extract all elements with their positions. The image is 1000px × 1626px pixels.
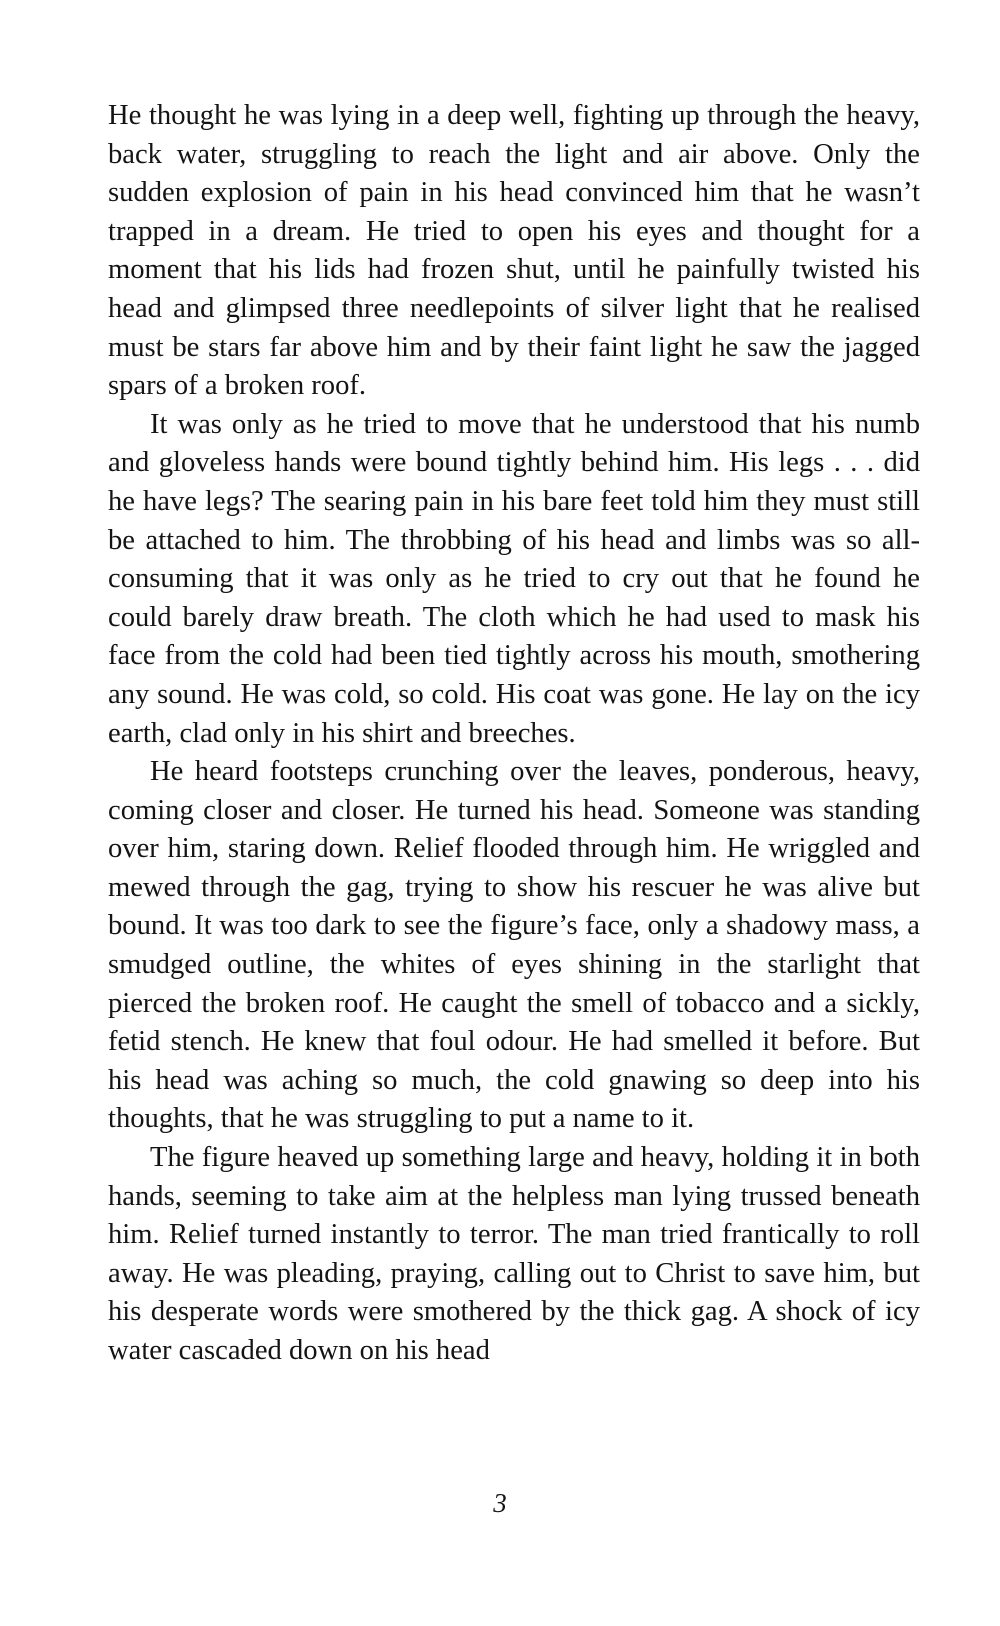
paragraph-2: It was only as he tried to move that he understood that his numb and gloveless hands were bound tightly behind him. His legs . . . did he have legs? The searing pain in his bare feet told him they must still be attached to him. The throbbing of his head and limbs was so all-consuming that it was only as he tried to cry out that he found he could barely draw breath. The cloth which he had used to mask his face from the cold had been tied tightly across his mouth, smothering any sound. He was cold, so cold. His coat was gone. He lay on the icy earth, clad only in his shirt and breeches. — [108, 408, 920, 749]
paragraph-1: He thought he was lying in a deep well, fighting up through the heavy, back water, struggling to reach the light and air above. Only the sudden explosion of pain in his head convinced him that he wasn’t trapped in a dream. He tried to open his eyes and thought for a moment that his lids had frozen shut, until he painfully twisted his head and glimpsed three needlepoints of silver light that he realised must be stars far above him and by their faint light he saw the jagged spars of a broken roof. — [108, 100, 920, 402]
body-text — [108, 97, 920, 1371]
paragraph-3: He heard footsteps crunching over the leaves, ponderous, heavy, coming closer and closer. He turned his head. Someone was standing over him, staring down. Relief flooded through him. He wriggled and mewed through the gag, trying to show his rescuer he was alive but bound. It was too dark to see the figure’s face, only a shadowy mass, a smudged outline, the whites of eyes shining in the starlight that pierced the broken roof. He caught the smell of tobacco and a sickly, fetid stench. He knew that foul odour. He had smelled it before. But his head was aching so much, the cold gnawing so deep into his thoughts, that he was struggling to put a name to it. — [108, 756, 920, 1135]
page-number: 3 — [493, 1488, 507, 1518]
paragraph-4: The figure heaved up something large and heavy, holding it in both hands, seeming to take aim at the helpless man lying trussed beneath him. Relief turned instantly to terror. The man tried frantically to roll away. He was pleading, praying, calling out to Christ to save him, but his desperate words were smothered by the thick gag. A shock of icy water cascaded down on his head — [108, 1142, 920, 1366]
